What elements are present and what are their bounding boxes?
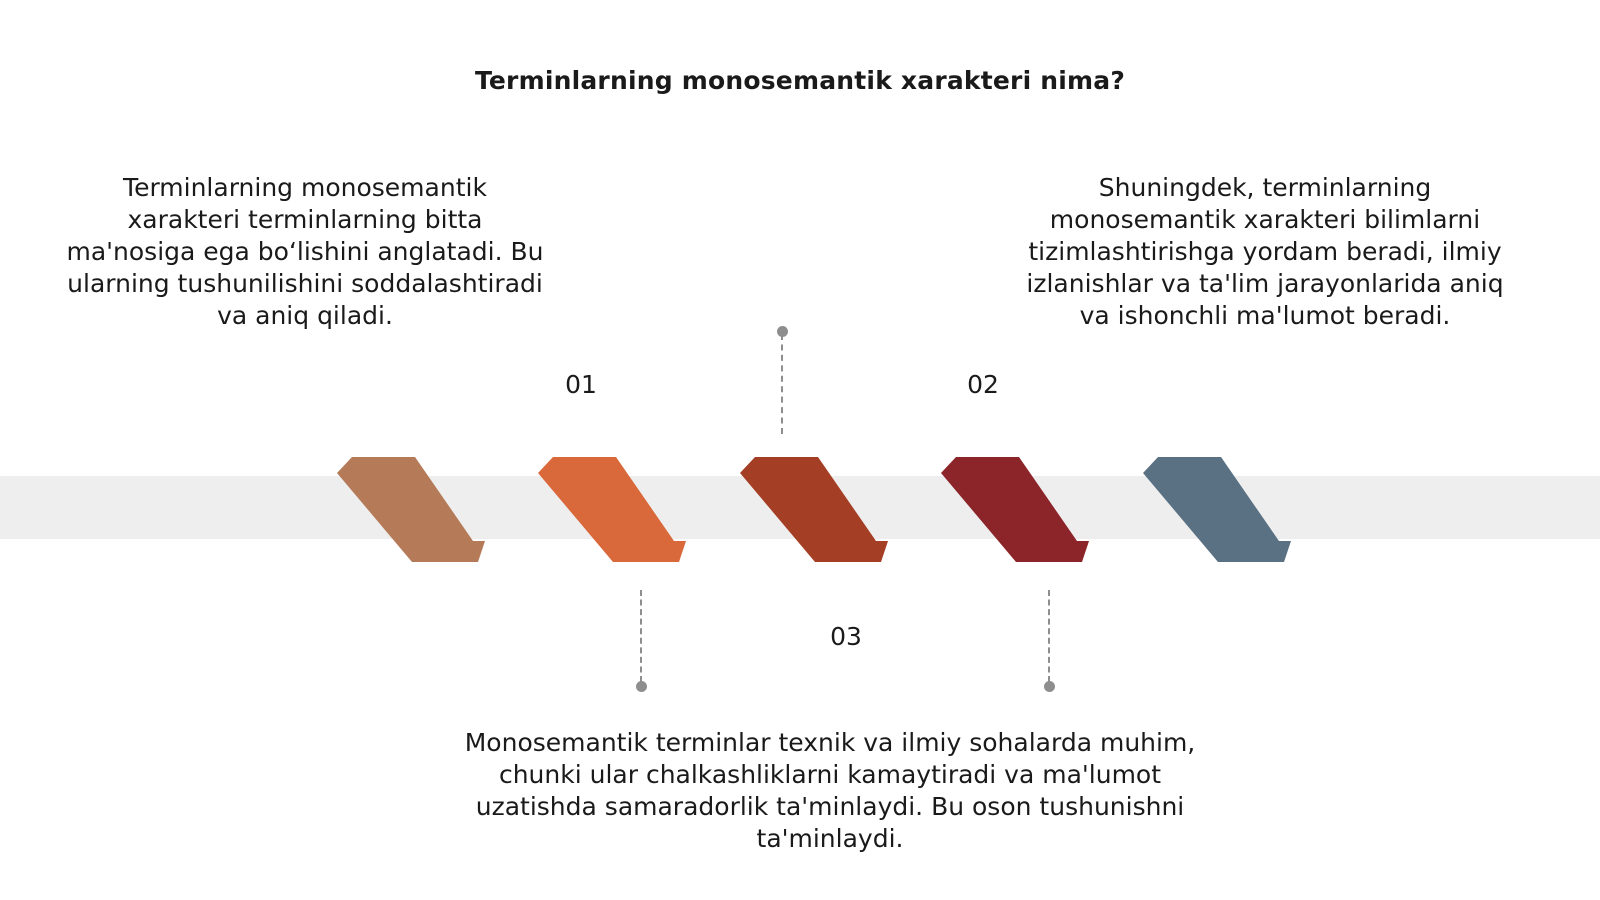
chevron-shape-1	[337, 457, 485, 562]
connector-line-bottom-right	[1048, 590, 1050, 682]
chevron-shape-4	[941, 457, 1089, 562]
chevron-shape-5	[1143, 457, 1291, 562]
step-text-01: Terminlarning monosemantik xarakteri terminlarning bitta ma'nosiga ega bo‘lishini anglatadi. Bu ularning tushunilishini soddalashtiradi va aniq qiladi.	[66, 173, 544, 330]
page-title: Terminlarning monosemantik xarakteri nima?	[474, 66, 1126, 95]
step-number-03: 03	[830, 622, 862, 651]
step-number-02: 02	[967, 370, 999, 399]
connector-dot-top	[777, 326, 788, 337]
connector-dot-bottom-left	[636, 681, 647, 692]
connector-line-bottom-left	[640, 590, 642, 682]
connector-dot-bottom-right	[1044, 681, 1055, 692]
step-text-03: Monosemantik terminlar texnik va ilmiy sohalarda muhim, chunki ular chalkashliklarni kamaytiradi va ma'lumot uzatishda samaradorlik ta'minlaydi. Bu oson tushunishni ta'minlaydi.	[464, 728, 1196, 853]
step-text-02: Shuningdek, terminlarning monosemantik xarakteri bilimlarni tizimlashtirishga yordam beradi, ilmiy izlanishlar va ta'lim jarayonlarida aniq va ishonchli ma'lumot beradi.	[1026, 173, 1504, 330]
chevron-shape-2	[538, 457, 686, 562]
chevron-shape-3	[740, 457, 888, 562]
step-number-01: 01	[565, 370, 597, 399]
connector-line-top	[781, 334, 783, 434]
